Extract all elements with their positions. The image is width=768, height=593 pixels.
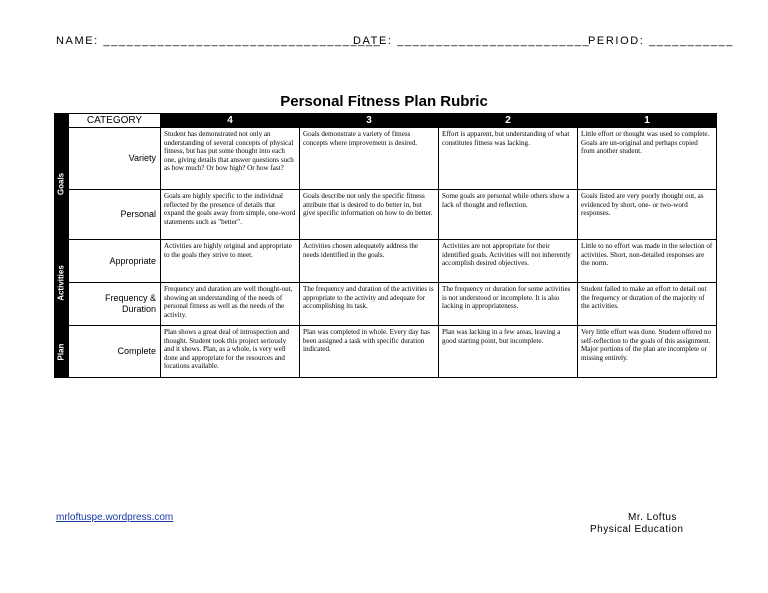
rubric-cell: Little effort or thought was used to complete. Goals are un-original and perhaps copied from another student. <box>578 128 717 190</box>
website-link[interactable]: mrloftuspe.wordpress.com <box>56 512 174 523</box>
rubric-cell: Student has demonstrated not only an understanding of several concepts of physical fitness, but has put some thought into each one, giving details that answer questions such as how much? Or how high? Or how fast? <box>161 128 300 190</box>
category-variety: Variety <box>69 128 161 190</box>
group-activities <box>55 240 69 326</box>
rubric-cell: Some goals are personal while others show a lack of thought and reflection. <box>439 190 578 240</box>
rubric-cell: Very little effort was done. Student offered no self-reflection to the goals of this assignment. Major portions of the plan are incomplete or missing entirely. <box>578 326 717 378</box>
table-row <box>55 326 717 378</box>
subject-name: Physical Education <box>590 524 684 535</box>
rubric-cell: Activities are highly original and appropriate to the goals they strive to meet. <box>161 240 300 283</box>
rubric-cell: Goals demonstrate a variety of fitness concepts where improvement is desired. <box>300 128 439 190</box>
score-header-1: 1 <box>578 114 717 128</box>
group-label-plan: Plan <box>56 343 66 360</box>
rubric-cell: Frequency and duration are well thought-out, showing an understanding of the needs of personal fitness as well as the needs of the activity. <box>161 283 300 326</box>
rubric-cell: Student failed to make an effort to detail out the frequency or duration of the majority of the activities. <box>578 283 717 326</box>
rubric-cell: Goals listed are very poorly thought out, as evidenced by short, one- or two-word responses. <box>578 190 717 240</box>
rubric-cell: Plan shows a great deal of introspection and thought. Student took this project seriously and it shows. Plan, as a whole, is very well done and appropriate for the resources and locations available. <box>161 326 300 378</box>
header-blank-cell <box>55 114 69 128</box>
rubric-cell: Plan was completed in whole. Every day has been assigned a task with specific duration indicated. <box>300 326 439 378</box>
period-field-label: PERIOD: ___________ <box>588 35 734 47</box>
page-title: Personal Fitness Plan Rubric <box>280 93 488 110</box>
date-field-label: DATE: _________________________ <box>353 35 591 47</box>
table-row <box>55 128 717 190</box>
score-header-4: 4 <box>161 114 300 128</box>
table-row <box>55 240 717 283</box>
table-row <box>55 190 717 240</box>
category-header: CATEGORY <box>69 114 161 128</box>
teacher-name: Mr. Loftus <box>628 512 677 523</box>
group-goals <box>55 128 69 240</box>
group-plan <box>55 326 69 378</box>
rubric-cell: Goals describe not only the specific fitness attribute that is desired to do better in, but give specific information on how to do better. <box>300 190 439 240</box>
score-header-2: 2 <box>439 114 578 128</box>
rubric-cell: Effort is apparent, but understanding of what constitutes fitness was lacking. <box>439 128 578 190</box>
category-frequency-duration: Frequency & Duration <box>69 283 161 326</box>
rubric-table <box>54 113 717 378</box>
rubric-cell: Little to no effort was made in the selection of activities. Short, non-detailed responses are the norm. <box>578 240 717 283</box>
rubric-cell: The frequency or duration for some activities is not understood or incomplete. It is also lacking in appropriateness. <box>439 283 578 326</box>
footer-signature <box>590 512 684 536</box>
category-complete: Complete <box>69 326 161 378</box>
name-field-label: NAME: ____________________________________ <box>56 35 382 47</box>
table-row <box>55 283 717 326</box>
group-label-goals: Goals <box>56 172 66 195</box>
rubric-cell: Activities chosen adequately address the needs identified in the goals. <box>300 240 439 283</box>
rubric-cell: Goals are highly specific to the individual reflected by the presence of details that expand the goals away from simple, one-word statements such as "better". <box>161 190 300 240</box>
category-personal: Personal <box>69 190 161 240</box>
rubric-cell: Plan was lacking in a few areas, leaving a good starting point, but incomplete. <box>439 326 578 378</box>
group-label-activities: Activities <box>56 264 66 301</box>
score-header-3: 3 <box>300 114 439 128</box>
rubric-cell: Activities are not appropriate for their identified goals. Activities will not inherently accomplish desired objectives. <box>439 240 578 283</box>
rubric-cell: The frequency and duration of the activities is appropriate to the activity and adequate for accomplishing its task. <box>300 283 439 326</box>
category-appropriate: Appropriate <box>69 240 161 283</box>
table-header-row <box>55 114 717 128</box>
